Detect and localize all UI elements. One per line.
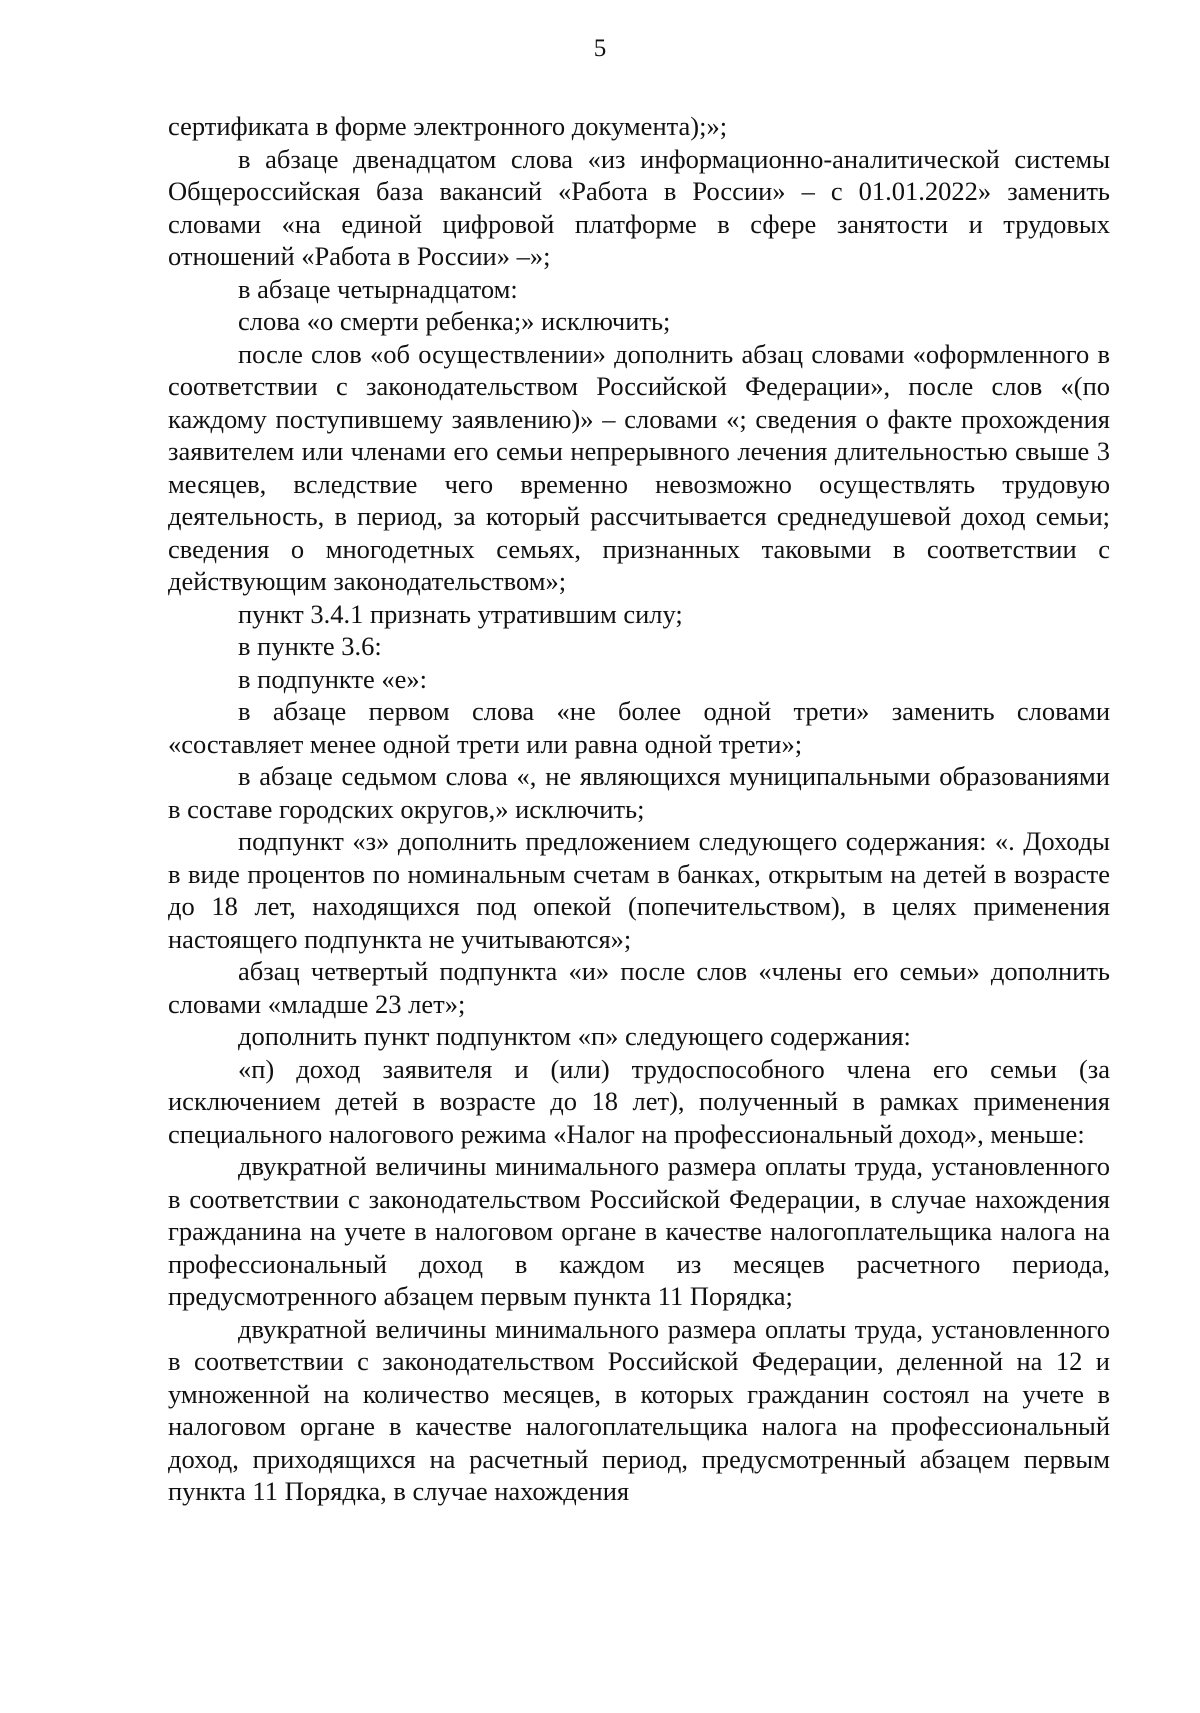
paragraph: в абзаце первом слова «не более одной трети» заменить словами «составляет менее одной трети или равна одной трети»; xyxy=(168,696,1110,759)
paragraph: в подпункте «е»: xyxy=(238,663,428,694)
paragraph: слова «о смерти ребенка;» исключить; xyxy=(238,306,671,336)
paragraph: в абзаце двенадцатом слова «из информационно-аналитической системы Общероссийская база вакансий «Работа в России» – с 01.01.2022» заменить словами «на единой цифровой платформе в сфере занятости и трудовых отношений «Работа в России» –»; xyxy=(168,143,1110,271)
document-body xyxy=(168,110,1110,1508)
paragraph: пункт 3.4.1 признать утратившим силу; xyxy=(238,598,683,629)
paragraph: после слов «об осуществлении» дополнить абзац словами «оформленного в соответствии с законодательством Российской Федерации», после слов «(по каждому поступившему заявлению)» – словами «; сведения о факте прохождения заявителем или членами его семьи непрерывного лечения длительностью свыше 3 месяцев, вследствие чего временно невозможно осуществлять трудовую деятельность, в период, за который рассчитывается среднедушевой доход семьи; сведения о многодетных семьях, признанных таковыми в соответствии с действующим законодательством»; xyxy=(168,338,1110,596)
paragraph: абзац четвертый подпункта «и» после слов «члены его семьи» дополнить словами «младше 23 лет»; xyxy=(168,956,1110,1019)
paragraph: двукратной величины минимального размера оплаты труда, установленного в соответствии с законодательством Российской Федерации, деленной на 12 и умноженной на количество месяцев, в которых гражданин состоял на учете в налоговом органе в качестве налогоплательщика налога на профессиональный доход, приходящихся на расчетный период, предусмотренный абзацем первым пункта 11 Порядка, в случае нахождения xyxy=(168,1313,1110,1506)
page-number: 5 xyxy=(593,35,607,62)
paragraph: дополнить пункт подпунктом «п» следующего содержания: xyxy=(238,1021,911,1051)
paragraph: в пункте 3.6: xyxy=(238,631,382,661)
paragraph: сертификата в форме электронного документа);»; xyxy=(168,111,728,141)
paragraph: «п) доход заявителя и (или) трудоспособного члена его семьи (за исключением детей в возрасте до 18 лет), полученный в рамках применения специального налогового режима «Налог на профессиональный доход», меньше: xyxy=(168,1053,1110,1149)
paragraph: подпункт «з» дополнить предложением следующего содержания: «. Доходы в виде процентов по номинальным счетам в банках, открытым на детей в возрасте до 18 лет, находящихся под опекой (попечительством), в целях применения настоящего подпункта не учитываются»; xyxy=(168,826,1110,954)
paragraph: в абзаце четырнадцатом: xyxy=(238,273,518,304)
paragraph: двукратной величины минимального размера оплаты труда, установленного в соответствии с законодательством Российской Федерации, в случае нахождения гражданина на учете в налоговом органе в качестве налогоплательщика налога на профессиональный доход в каждом из месяцев расчетного периода, предусмотренного абзацем первым пункта 11 Порядка; xyxy=(168,1151,1110,1311)
paragraph: в абзаце седьмом слова «, не являющихся муниципальными образованиями в составе городских округов,» исключить; xyxy=(168,761,1110,824)
